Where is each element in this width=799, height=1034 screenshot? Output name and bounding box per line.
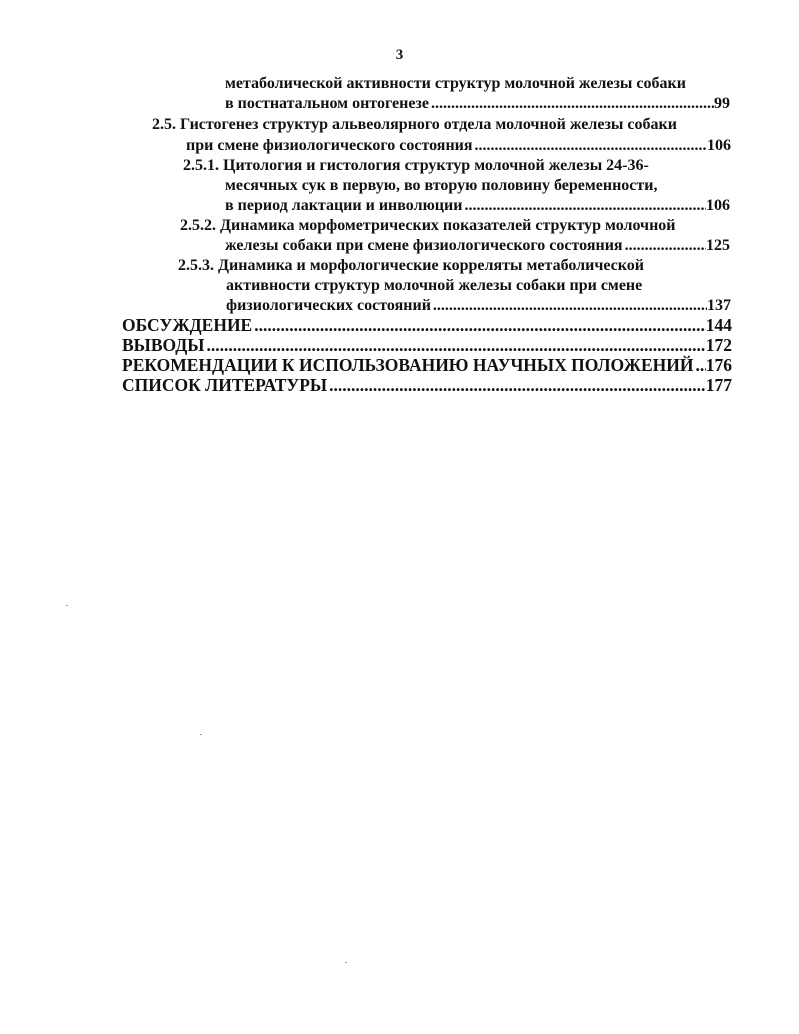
dot-leader	[473, 136, 707, 156]
toc-line	[186, 136, 731, 156]
toc-line	[122, 355, 732, 375]
toc-entry-text: активности структур молочной железы собаки при смене	[226, 277, 643, 294]
toc-line	[122, 375, 732, 395]
toc-entry-text: железы собаки при смене физиологического состояния	[225, 237, 623, 254]
toc-line	[178, 256, 644, 276]
dot-leader	[693, 355, 705, 375]
toc-line	[226, 276, 642, 296]
toc-page-number: 177	[705, 375, 732, 395]
toc-entry-text: 2.5.2. Динамика морфометрических показателей структур молочной	[180, 217, 676, 234]
toc-entry-text: СПИСОК ЛИТЕРАТУРЫ	[122, 375, 328, 395]
toc-entry-text: в период лактации и инволюции	[225, 197, 463, 214]
toc-entry-text: месячных сук в первую, во вторую половину беременности,	[225, 177, 658, 194]
toc-page-number: 176	[705, 355, 732, 375]
scan-speck	[345, 962, 347, 963]
toc-line	[183, 156, 649, 176]
toc-page-number: 172	[705, 335, 732, 355]
toc-line	[225, 196, 730, 216]
dot-leader	[623, 236, 706, 256]
dot-leader	[431, 296, 707, 316]
toc-page-number: 106	[707, 137, 731, 154]
toc-page-number: 144	[705, 315, 732, 335]
toc-entry-text: при смене физиологического состояния	[186, 137, 473, 154]
toc-page-number: 137	[707, 297, 731, 314]
toc-page-number: 99	[714, 95, 730, 112]
toc-entry-text: в постнатальном онтогенезе	[225, 95, 429, 112]
toc-line	[225, 236, 730, 256]
toc-line	[226, 296, 731, 316]
toc-entry-text: 2.5. Гистогенез структур альвеолярного отдела молочной железы собаки	[152, 116, 677, 133]
dot-leader	[429, 94, 714, 114]
dot-leader	[327, 375, 706, 395]
scan-speck	[200, 734, 202, 735]
toc-line	[122, 315, 732, 335]
toc-line	[225, 74, 686, 94]
toc-line	[180, 216, 676, 236]
toc-entry-text: физиологических состояний	[226, 297, 431, 314]
toc-entry-text: ВЫВОДЫ	[122, 335, 205, 355]
dot-leader	[252, 315, 706, 335]
toc-line	[152, 115, 677, 135]
scan-speck	[66, 605, 68, 606]
toc-entry-text: метаболической активности структур молочной железы собаки	[225, 75, 686, 92]
toc-entry-text: ОБСУЖДЕНИЕ	[122, 315, 253, 335]
toc-line	[225, 176, 657, 196]
toc-page-number: 106	[706, 197, 730, 214]
dot-leader	[205, 335, 706, 355]
toc-entry-text: РЕКОМЕНДАЦИИ К ИСПОЛЬЗОВАНИЮ НАУЧНЫХ ПОЛОЖЕНИЙ	[122, 355, 694, 375]
page-number: 3	[395, 47, 404, 63]
dot-leader	[462, 196, 706, 216]
toc-line	[225, 94, 730, 114]
toc-line	[122, 335, 732, 355]
toc-entry-text: 2.5.1. Цитология и гистология структур молочной железы 24-36-	[183, 157, 649, 174]
toc-page-number: 125	[706, 237, 730, 254]
toc-entry-text: 2.5.3. Динамика и морфологические корреляты метаболической	[178, 257, 644, 274]
